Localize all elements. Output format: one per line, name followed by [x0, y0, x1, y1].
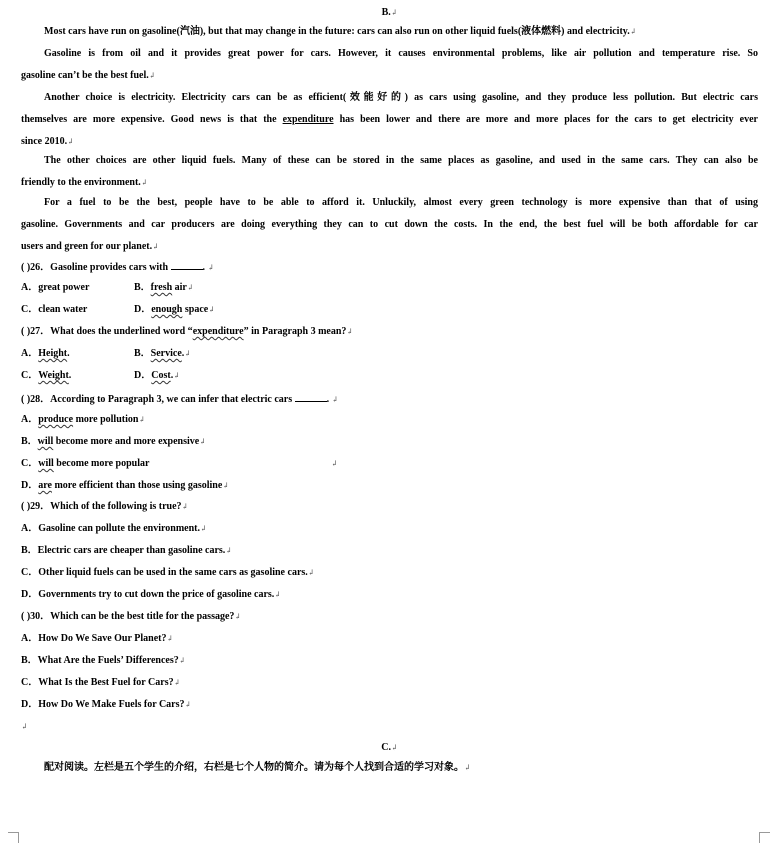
question-28-option-a: A．produce more pollution↲ [21, 414, 146, 425]
answer-blank [171, 260, 203, 270]
question-30-option-c: C．What Is the Best Fuel for Cars?↲ [21, 677, 181, 688]
question-30-stem: ( )30．Which can be the best title for the passage?↲ [21, 611, 242, 622]
passage-paragraph-1: Most cars have run on gasoline(汽油), but that may change in the future: cars can also run on other liquid fuels(液体燃料) and electricity.↲ [44, 26, 637, 37]
passage-paragraph-5-line-3: users and green for our planet.↲ [21, 241, 159, 252]
passage-paragraph-5-line-2: gasoline. Governments and car producers are doing everything they can to cut down the costs. In the end, the best fuel will be both affordable for car [21, 219, 758, 230]
passage-paragraph-3-line-1: Another choice is electricity. Electricity cars can be as efficient(效能好的) as cars using gasoline, and they produce less pollution. But electric cars [44, 92, 758, 103]
passage-paragraph-2-line-2: gasoline can’t be the best fuel.↲ [21, 70, 156, 81]
question-26-options-cd: C．clean water D．enough space↲ [21, 304, 215, 315]
passage-paragraph-4-line-1: The other choices are other liquid fuels. Many of these can be stored in the same places as gasoline, and used in the same cars. They can also be [44, 155, 758, 166]
question-30-option-a: A．How Do We Save Our Planet?↲ [21, 633, 174, 644]
question-30-option-b: B．What Are the Fuels’ Differences?↲ [21, 655, 186, 666]
question-28-stem: ( )28．According to Paragraph 3, we can infer that electric cars . ↲ [21, 394, 339, 405]
section-c-heading: C.↲ [381, 742, 398, 753]
question-30-option-d: D．How Do We Make Fuels for Cars?↲ [21, 699, 192, 710]
passage-paragraph-2-line-1: Gasoline is from oil and it provides great power for cars. However, it causes environmental problems, like air pollution and temperature rise. So [44, 48, 758, 59]
question-27-options-ab: A．Height. B．Service.↲ [21, 348, 191, 359]
question-27-options-cd: C．Weight. D．Cost.↲ [21, 370, 180, 381]
question-27-stem: ( )27．What does the underlined word “expenditure” in Paragraph 3 mean?↲ [21, 326, 354, 337]
question-29-option-b: B．Electric cars are cheaper than gasoline cars.↲ [21, 545, 233, 556]
question-29-option-c: C．Other liquid fuels can be used in the same cars as gasoline cars.↲ [21, 567, 315, 578]
answer-blank [295, 392, 327, 402]
passage-paragraph-5-line-1: For a fuel to be the best, people have to be able to afford it. Unluckily, almost every green technology is more expensive than that of using [44, 197, 758, 208]
question-29-stem: ( )29．Which of the following is true?↲ [21, 501, 189, 512]
question-28-option-c: C．will become more popular ↲ [21, 458, 338, 469]
underlined-word-expenditure: expenditure [282, 114, 334, 125]
section-b-heading: B.↲ [381, 7, 398, 18]
passage-paragraph-3-line-3: since 2010.↲ [21, 136, 74, 147]
question-26-stem: ( )26．Gasoline provides cars with . ↲ [21, 262, 215, 273]
question-28-option-b: B．will become more and more expensive↲ [21, 436, 206, 447]
question-29-option-a: A．Gasoline can pollute the environment.↲ [21, 523, 207, 534]
question-29-option-d: D．Governments try to cut down the price of gasoline cars.↲ [21, 589, 281, 600]
question-28-option-d: D．are more efficient than those using gasoline↲ [21, 480, 230, 491]
empty-paragraph: ↲ [21, 722, 28, 731]
passage-paragraph-3-line-2: themselves are more expensive. Good news is that the expenditure has been lower and there are more and more places for the cars to get electricity ever [21, 114, 758, 125]
passage-paragraph-4-line-2: friendly to the environment.↲ [21, 177, 148, 188]
section-c-instruction: 配对阅读。左栏是五个学生的介绍，右栏是七个人物的简介。请为每个人找到合适的学习对象。↲ [44, 762, 471, 773]
crop-mark-bottom-right [759, 832, 770, 843]
crop-mark-bottom-left [8, 832, 19, 843]
question-26-options-ab: A．great power B．fresh air↲ [21, 282, 194, 293]
